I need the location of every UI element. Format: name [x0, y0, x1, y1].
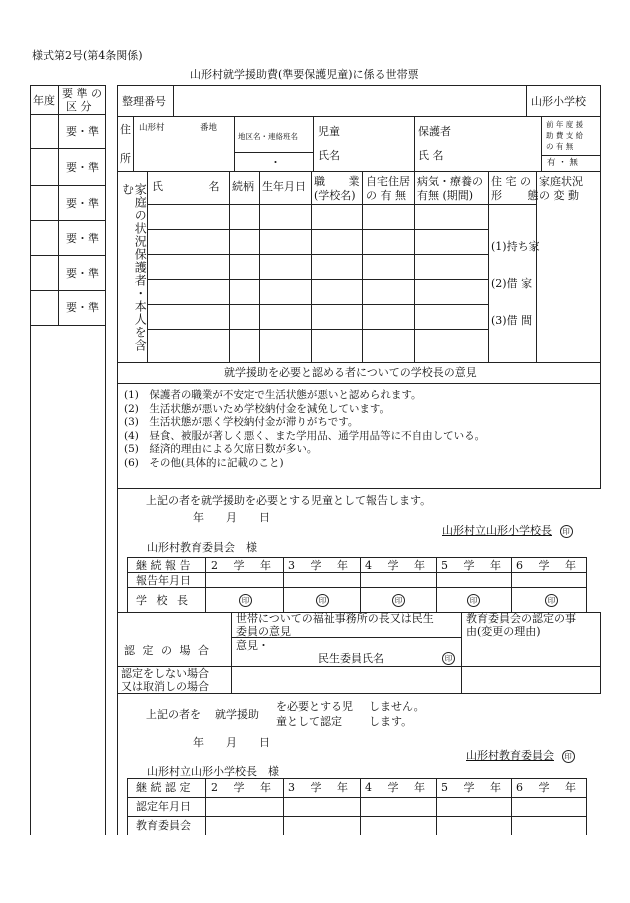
zennen-label-1: 前 年 度 援: [546, 120, 584, 129]
col-birth: 生年月日: [262, 180, 306, 193]
grade-6-seal[interactable]: 印: [545, 594, 558, 607]
chiku-dot: ・: [270, 156, 281, 169]
keizoku-nintei-label: 継 続 認 定: [136, 781, 191, 794]
welfare-opinion-label-1: 世帯についての福祉事務所の長又は民生: [236, 612, 434, 625]
umu-select[interactable]: 有 ・ 無: [547, 158, 578, 168]
decision-approve[interactable]: します。: [369, 715, 413, 728]
col-job-2: (学校名): [314, 189, 356, 202]
kubun-label-top: 要 準 の: [62, 87, 102, 100]
seiri-bango-label: 整理番号: [122, 95, 166, 108]
jido-label-1: 児童: [318, 125, 340, 138]
nendo-label: 年度: [33, 94, 55, 107]
opinion-item-2[interactable]: (2) 生活状態が悪いため学校納付金を減免しています。: [124, 402, 391, 415]
housing-option-1[interactable]: (1)持ち家: [491, 240, 540, 253]
seiri-bango-field[interactable]: [176, 88, 524, 114]
zennen-label-2: 助 費 支 給: [546, 131, 584, 140]
kubun-row-5[interactable]: 要・準: [66, 267, 99, 280]
family-side-label: 家庭の状況保護者・本人を含む: [120, 183, 148, 352]
housing-option-3[interactable]: (3)借 間: [491, 314, 533, 327]
jusho-label-1: 住: [120, 123, 131, 136]
page-title: 山形村就学援助費(準要保護児童)に係る世帯票: [190, 68, 419, 81]
minsei-seal[interactable]: 印: [442, 652, 455, 665]
kubun-row-3[interactable]: 要・準: [66, 197, 99, 210]
decision-grade-3: 3 学 年: [288, 781, 348, 794]
col-home-1: 自宅住居: [366, 175, 410, 188]
nintei-date-label: 認定年月日: [136, 800, 191, 813]
col-home-2: の 有 無: [366, 189, 406, 202]
decision-line-a: 上記の者を: [146, 708, 201, 721]
col-relation: 続柄: [232, 180, 254, 193]
kubun-row-6[interactable]: 要・準: [66, 301, 99, 314]
report-date[interactable]: 年 月 日: [193, 511, 270, 524]
col-name: 氏 名: [152, 180, 220, 193]
decision-not-approve[interactable]: しません。: [369, 700, 425, 713]
report-grade-5: 5 学 年: [441, 559, 501, 572]
decision-line-c2: 童として認定: [276, 715, 342, 728]
kubun-row-1[interactable]: 要・準: [66, 125, 99, 138]
report-grade-4: 4 学 年: [365, 559, 425, 572]
kubun-label-bottom: 区 分: [66, 100, 92, 113]
board-reason-label-2: 由(変更の理由): [466, 625, 541, 638]
report-grade-3: 3 学 年: [288, 559, 348, 572]
col-change-1: 家庭状況: [539, 175, 583, 188]
form-number: 様式第2号(第4条関係): [32, 49, 143, 62]
decision-grade-6: 6 学 年: [516, 781, 576, 794]
jusho-label-2: 所: [120, 152, 131, 165]
grade-4-seal[interactable]: 印: [392, 594, 405, 607]
welfare-opinion-label-2: 委員の意見: [236, 625, 291, 638]
decision-grade-2: 2 学 年: [211, 781, 271, 794]
minsei-label: 民生委員氏名: [318, 652, 384, 665]
col-ill-2: 有無 (期間): [417, 189, 474, 202]
opinion-item-4[interactable]: (4) 昼食、被服が著しく悪く、また学用品、通学用品等に不自由している。: [124, 429, 486, 442]
board-seal: 印: [562, 750, 575, 763]
report-principal: [442, 525, 573, 538]
kubun-row-2[interactable]: 要・準: [66, 161, 99, 174]
grade-2-seal[interactable]: 印: [239, 594, 252, 607]
col-job-1: 職 業: [314, 175, 360, 188]
report-statement: 上記の者を就学援助を必要とする児童として報告します。: [146, 494, 432, 507]
housing-option-2[interactable]: (2)借 家: [491, 277, 533, 290]
chiku-label: 地区名・連絡班名: [238, 132, 298, 141]
village-name: 山形村: [139, 123, 165, 133]
board-label: 教育委員会: [136, 819, 191, 832]
decision-line-c1: を必要とする児: [276, 700, 353, 713]
zennen-label-3: の 有 無: [546, 142, 574, 151]
case-approved-label: 認 定 の 場 合: [124, 644, 209, 657]
opinion-item-5[interactable]: (5) 経済的理由による欠席日数が多い。: [124, 443, 318, 455]
keizoku-houkoku-label: 継 続 報 告: [136, 559, 191, 572]
col-house-2: 形 態: [491, 189, 539, 202]
grade-5-seal[interactable]: 印: [467, 594, 480, 607]
col-change-2: の 変 動: [539, 189, 579, 202]
kochou-label: 学 校 長: [136, 594, 188, 607]
hogosha-label-1: 保護者: [418, 125, 451, 138]
board-reason-label-1: 教育委員会の認定の事: [466, 612, 576, 625]
decision-addressee: 山形村立山形小学校長 様: [147, 765, 279, 778]
decision-date[interactable]: 年 月 日: [193, 736, 270, 749]
col-house-1: 住 宅 の: [491, 175, 531, 188]
case-rejected-label-1: 認定をしない場合: [121, 667, 209, 680]
report-grade-2: 2 学 年: [211, 559, 271, 572]
banchi-label: 番地: [200, 123, 218, 133]
iken-label: 意見・: [236, 639, 269, 652]
seal-stamp: 印: [560, 525, 573, 538]
principal-name: 山形村立山形小学校長: [442, 524, 552, 537]
hogosha-label-2: 氏 名: [418, 149, 444, 162]
report-addressee: 山形村教育委員会 様: [147, 541, 257, 554]
houkoku-date-label: 報告年月日: [136, 574, 191, 587]
decision-line-b: 就学援助: [215, 708, 259, 721]
case-rejected-label-2: 又は取消しの場合: [121, 680, 209, 693]
opinion-item-6[interactable]: (6) その他(具体的に記載のこと): [124, 456, 284, 469]
decision-board: [466, 750, 575, 763]
opinion-item-3[interactable]: (3) 生活状態が悪く学校納付金が滞りがちです。: [124, 416, 359, 428]
jido-label-2: 氏名: [318, 149, 340, 162]
opinion-list: [124, 389, 485, 470]
board-name: 山形村教育委員会: [466, 749, 554, 762]
decision-grade-4: 4 学 年: [365, 781, 425, 794]
grade-3-seal[interactable]: 印: [316, 594, 329, 607]
report-grade-6: 6 学 年: [516, 559, 576, 572]
opinion-item-1[interactable]: (1) 保護者の職業が不安定で生活状態が悪いと認められます。: [124, 389, 422, 401]
opinion-heading: 就学援助を必要と認める者についての学校長の意見: [224, 366, 477, 379]
kubun-row-4[interactable]: 要・準: [66, 232, 99, 245]
col-ill-1: 病気・療養の: [417, 175, 483, 188]
decision-grade-5: 5 学 年: [441, 781, 501, 794]
school-name: 山形小学校: [531, 95, 586, 108]
